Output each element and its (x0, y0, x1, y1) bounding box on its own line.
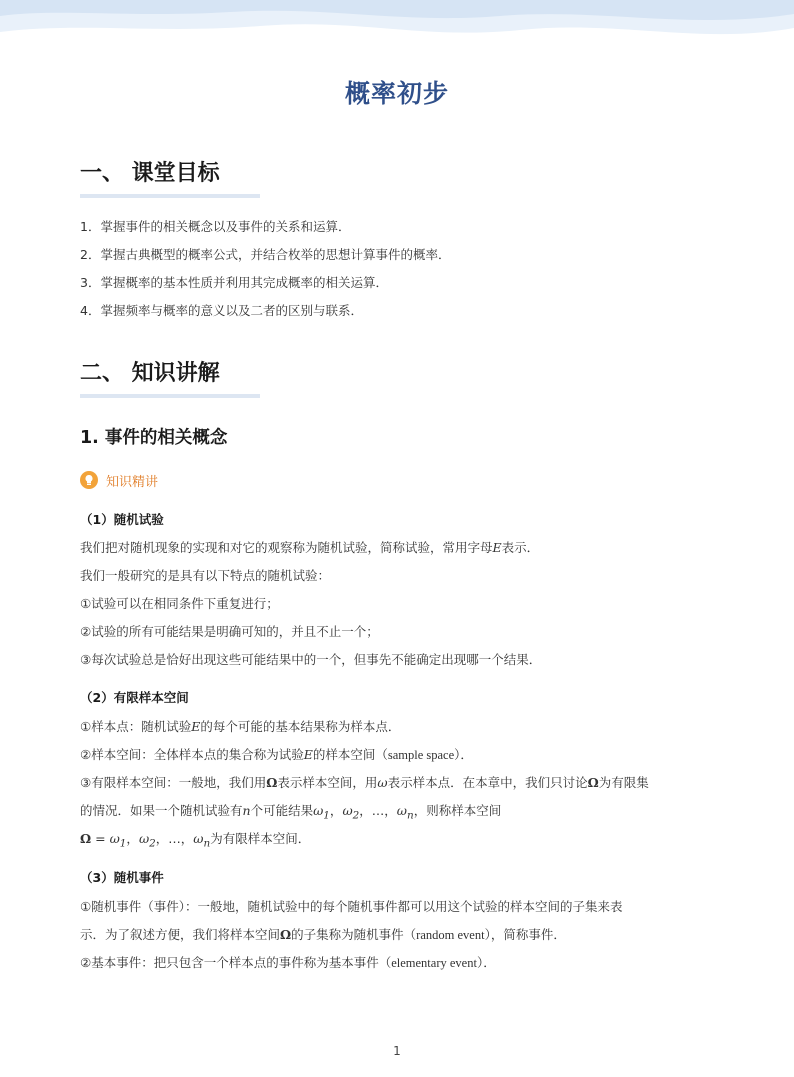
math-variable: n (242, 803, 251, 818)
goal-item: 1．掌握事件的相关概念以及事件的关系和运算． (80, 219, 351, 234)
math-symbol: Ω (266, 775, 278, 790)
math-variable: E (492, 540, 502, 555)
text-line: ①试验可以在相同条件下重复进行； (80, 596, 279, 611)
math-variable: E (303, 747, 313, 762)
text-line: 我们一般研究的是具有以下特点的随机试验： (80, 568, 331, 583)
document-title: 概率初步 (344, 79, 449, 108)
text-line: 示．为了叙述方便，我们将样本空间Ω的子集称为随机事件（random event），简称事件． (80, 927, 566, 942)
page-number: 1 (393, 1044, 401, 1058)
english-term: sample space (387, 748, 455, 762)
math-symbol: $\omega_n$ (193, 831, 211, 850)
section-underline (80, 194, 260, 198)
text-line: $\Omega = \omega_1$，$\omega_2$，…，$\omega_n$为有限样本空间． (80, 831, 311, 850)
math-symbol: $\omega_n$ (396, 803, 414, 822)
math-symbol: $\omega_1$ (109, 831, 127, 850)
math-symbol: $\omega_2$ (342, 803, 360, 822)
text-line: ①随机事件（事件）：一般地，随机试验中的每个随机事件都可以用这个试验的样本空间的子集来表 (80, 899, 623, 914)
math-symbol: Ω (280, 927, 292, 942)
math-symbol: Ω (80, 831, 92, 846)
knowledge-tip-badge (80, 470, 158, 490)
lightbulb-icon (80, 471, 98, 489)
text-line: ③每次试验总是恰好出现这些可能结果中的一个，但事先不能确定出现哪一个结果． (80, 652, 542, 667)
text-line: ③有限样本空间：一般地，我们用Ω表示样本空间，用ω表示样本点．在本章中，我们只讨论Ω为有限集 (80, 775, 649, 790)
text-line: ①样本点：随机试验E的每个可能的基本结果称为样本点． (80, 719, 401, 734)
text-line: ②样本空间：全体样本点的集合称为试验E的样本空间（sample space）． (80, 747, 473, 762)
math-variable: E (191, 719, 201, 734)
text-line: 我们把对随机现象的实现和对它的观察称为随机试验，简称试验，常用字母E表示． (80, 540, 540, 555)
section-title-course-goals: 一、 课堂目标 (80, 161, 220, 186)
section-title-knowledge: 二、 知识讲解 (80, 361, 220, 386)
text-line: 的情况．如果一个随机试验有n个可能结果$\omega_1$，$\omega_2$，…，$\omega_n$，则称样本空间 (80, 803, 502, 822)
math-symbol: Ω (587, 775, 599, 790)
english-term: random event (416, 928, 485, 942)
header-wave-decoration (0, 0, 794, 60)
math-symbol: $\omega_2$ (138, 831, 156, 850)
section-underline (80, 394, 260, 398)
text-line: ②基本事件：把只包含一个样本点的事件称为基本事件（elementary event）． (80, 955, 496, 970)
text-line: ②试验的所有可能结果是明确可知的，并且不止一个； (80, 624, 379, 639)
paragraph-heading: （1）随机试验 (80, 512, 164, 527)
subsection-title: 1. 事件的相关概念 (80, 428, 228, 448)
math-symbol: $\omega_1$ (313, 803, 330, 822)
goal-item: 3．掌握概率的基本性质并利用其完成概率的相关运算． (80, 275, 388, 290)
goal-item: 4．掌握频率与概率的意义以及二者的区别与联系． (80, 303, 363, 318)
paragraph-heading: （2）有限样本空间 (80, 690, 189, 705)
paragraph-heading: （3）随机事件 (80, 870, 164, 885)
english-term: elementary event (391, 956, 477, 970)
goal-item: 2．掌握古典概型的概率公式，并结合枚举的思想计算事件的概率． (80, 247, 451, 262)
tip-label: 知识精讲 (106, 474, 159, 490)
math-symbol: ω (377, 775, 388, 790)
